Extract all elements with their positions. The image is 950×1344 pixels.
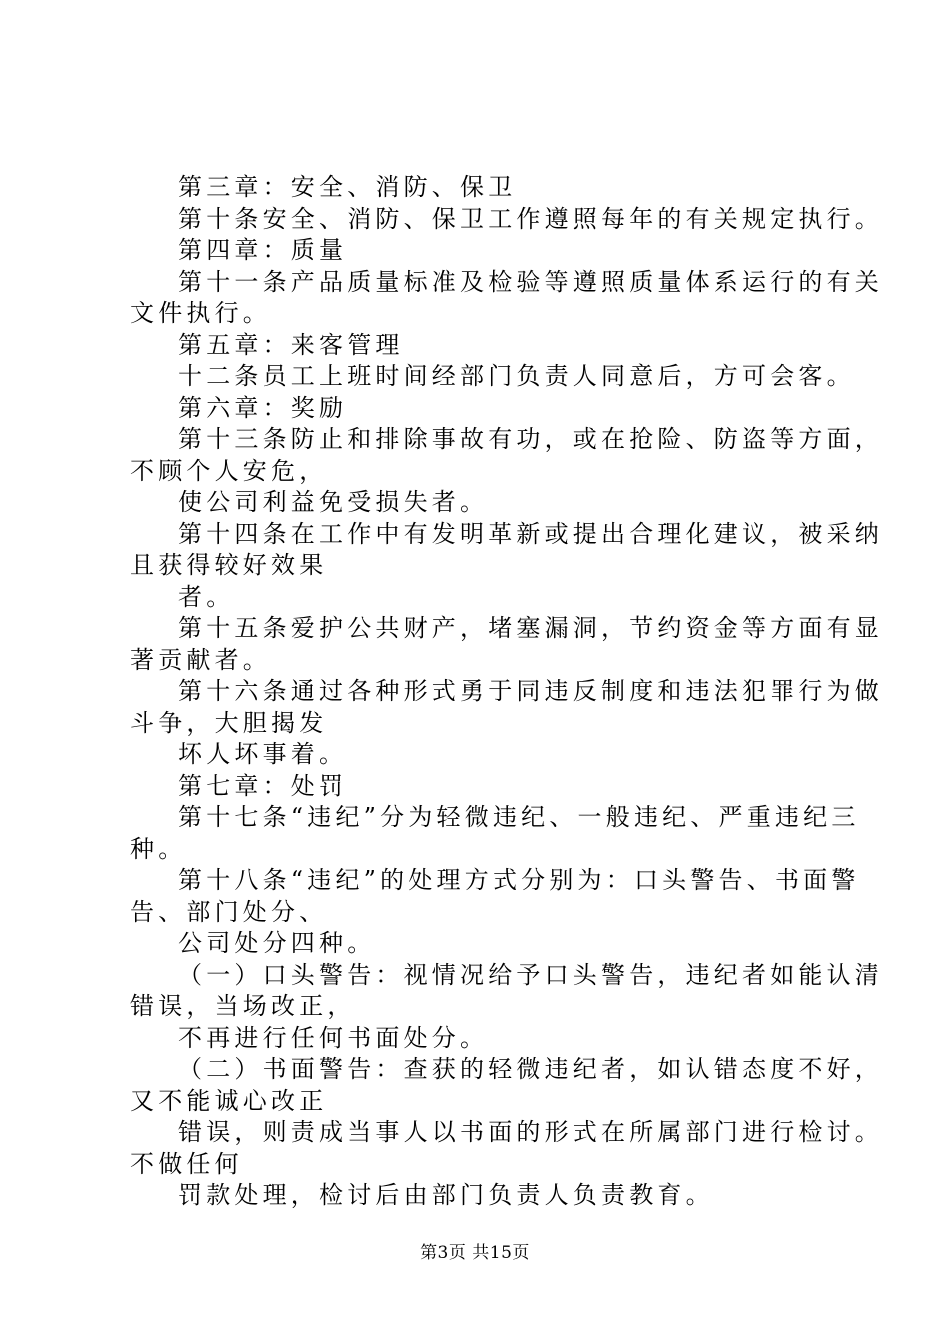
- page-footer: 第3页 共15页: [420, 1243, 530, 1263]
- document-line: 不再进行任何书面处分。: [178, 1023, 489, 1052]
- document-line: 罚款处理，检讨后由部门负责人负责教育。: [178, 1181, 714, 1209]
- document-line: 第十六条通过各种形式勇于同违反制度和违法犯罪行为做: [178, 677, 883, 705]
- document-line: 第五章：来客管理: [178, 330, 404, 359]
- document-body: [130, 172, 883, 1212]
- document-line: 斗争，大胆揭发: [130, 708, 328, 737]
- document-line: 第十四条在工作中有发明革新或提出合理化建议，被采纳: [178, 519, 883, 548]
- document-line: 使公司利益免受损失者。: [178, 488, 489, 516]
- document-line: 第十五条爱护公共财产，堵塞漏洞，节约资金等方面有显: [178, 614, 883, 642]
- document-line: 者。: [178, 582, 235, 611]
- document-line: 又不能诚心改正: [130, 1086, 328, 1115]
- document-line: 错误，则责成当事人以书面的形式在所属部门进行检讨。: [178, 1118, 883, 1146]
- document-line: 错误，当场改正，: [130, 992, 356, 1020]
- document-line: 不做任何: [130, 1149, 243, 1178]
- document-line: 且获得较好效果: [130, 551, 328, 579]
- document-line: 著贡献者。: [130, 645, 271, 674]
- document-line: 第六章：奖励: [178, 393, 348, 422]
- document-line: 坏人坏事着。: [178, 740, 348, 768]
- document-line: 第四章：质量: [178, 236, 348, 264]
- document-line: 公司处分四种。: [178, 929, 376, 957]
- document-line: 十二条员工上班时间经部门负责人同意后，方可会客。: [178, 362, 855, 390]
- document-line: 不顾个人安危，: [130, 456, 328, 485]
- document-line: 第七章：处罚: [178, 771, 348, 800]
- document-line: 第十七条“违纪”分为轻微违纪、一般违纪、严重违纪三: [178, 803, 860, 831]
- document-line: 第十条安全、消防、保卫工作遵照每年的有关规定执行。: [178, 204, 883, 233]
- document-line: 文件执行。: [130, 299, 271, 327]
- document-line: 第十三条防止和排除事故有功，或在抢险、防盗等方面，: [178, 425, 883, 453]
- document-line: （二）书面警告：查获的轻微违纪者，如认错态度不好，: [178, 1055, 883, 1083]
- document-line: 第三章：安全、消防、保卫: [178, 173, 517, 201]
- document-line: 种。: [130, 834, 187, 863]
- document-line: （一）口头警告：视情况给予口头警告，违纪者如能认清: [178, 960, 883, 989]
- document-line: 第十一条产品质量标准及检验等遵照质量体系运行的有关: [178, 267, 883, 296]
- document-line: 第十八条“违纪”的处理方式分别为：口头警告、书面警: [178, 866, 860, 894]
- document-line: 告、部门处分、: [130, 897, 328, 926]
